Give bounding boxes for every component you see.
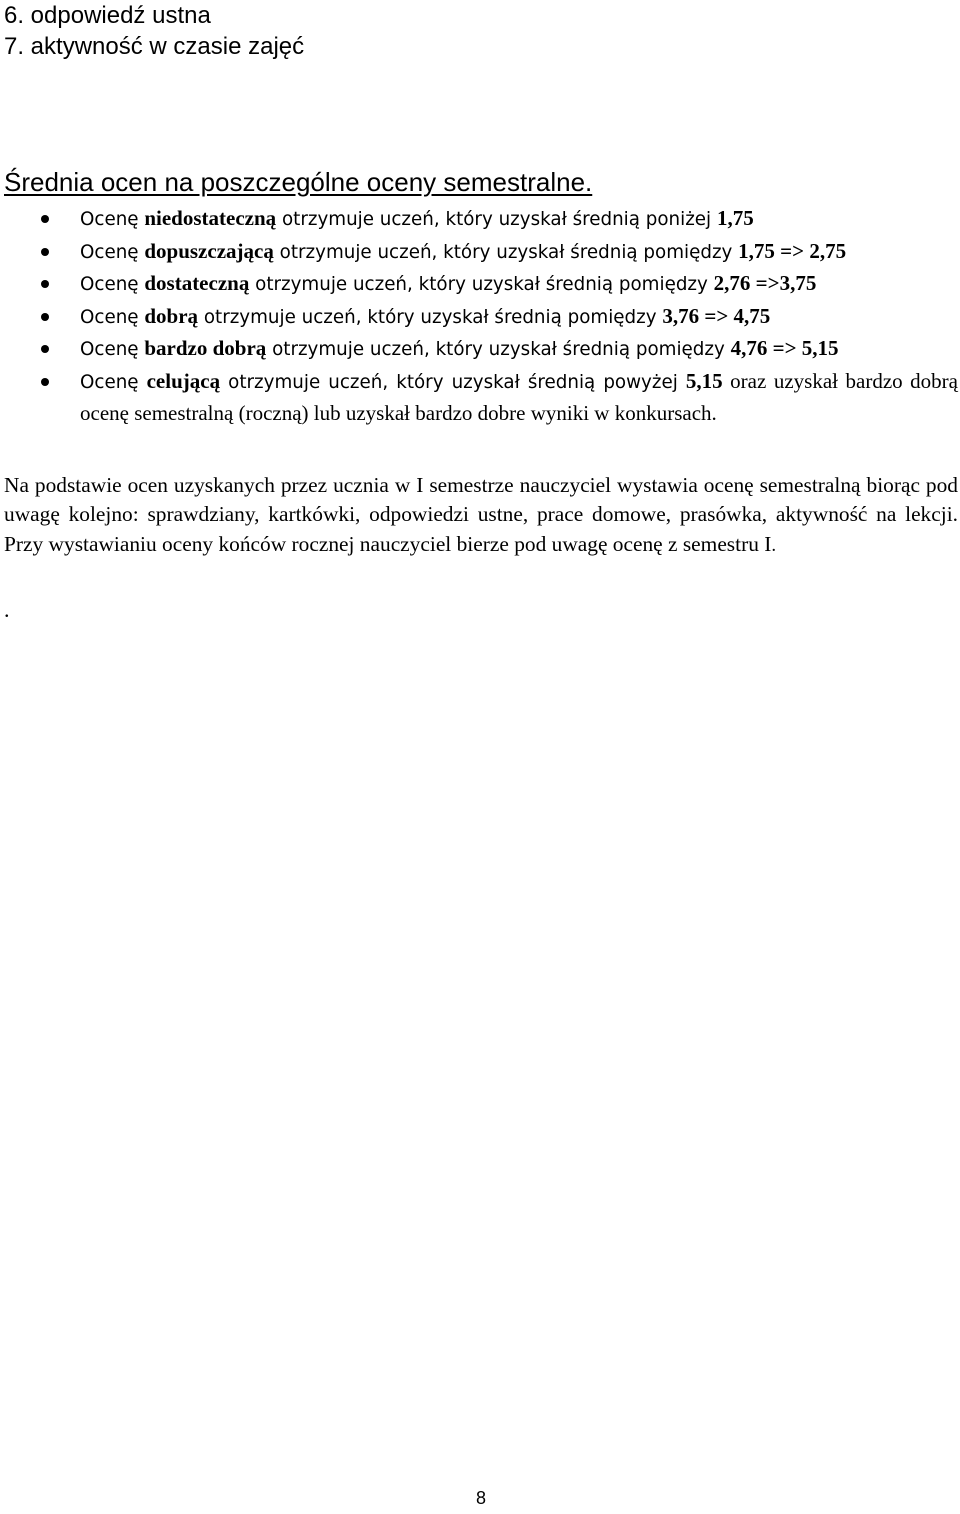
grade-thresholds-list <box>0 203 960 430</box>
grade-prefix: Ocenę <box>80 241 145 263</box>
grade-range: 3,76 => 4,75 <box>662 303 771 328</box>
semester-grade-paragraph <box>4 471 958 560</box>
grade-name: dobrą <box>144 303 199 328</box>
grade-range: 5,15 <box>685 368 723 393</box>
grade-condition: otrzymuje uczeń, który uzyskał średnią pomiędzy <box>249 274 714 295</box>
grade-range: 2,76 =>3,75 <box>713 271 817 295</box>
grade-range: 4,76 => 5,15 <box>730 336 839 360</box>
grade-prefix: Ocenę <box>80 339 145 360</box>
list-item-oral-answer: 6. odpowiedź ustna <box>4 2 211 29</box>
grade-item-celujaca <box>0 366 960 430</box>
page-number: 8 <box>476 1488 487 1508</box>
grade-item-dostateczna <box>0 268 960 301</box>
section-heading: Średnia ocen na poszczególne oceny semestralne. <box>4 167 593 197</box>
grade-condition: otrzymuje uczeń, który uzyskał średnią powyżej <box>220 371 686 393</box>
grade-prefix: Ocenę <box>80 209 145 230</box>
grade-prefix: Ocenę <box>80 274 145 295</box>
grade-name: celującą <box>146 368 221 393</box>
paragraph-end: . <box>771 534 777 556</box>
bullet-icon <box>41 378 49 386</box>
bullet-icon <box>41 280 49 288</box>
grade-range: 1,75 <box>716 206 754 230</box>
grade-name: dopuszczającą <box>144 238 274 263</box>
bullet-icon <box>41 345 49 353</box>
grade-prefix: Ocenę <box>80 306 145 328</box>
grade-prefix: Ocenę <box>80 371 147 393</box>
bullet-icon <box>41 248 49 256</box>
grade-item-dobra <box>0 301 960 334</box>
grade-condition: otrzymuje uczeń, który uzyskał średnią pomiędzy <box>198 306 663 328</box>
grade-item-bardzo-dobra <box>0 333 960 366</box>
grade-condition: otrzymuje uczeń, który uzyskał średnią pomiędzy <box>266 339 731 360</box>
grade-condition: otrzymuje uczeń, który uzyskał średnią pomiędzy <box>273 241 739 263</box>
grade-condition: otrzymuje uczeń, który uzyskał średnią poniżej <box>276 209 717 230</box>
grade-item-niedostateczna <box>0 203 960 236</box>
list-item-class-activity: 7. aktywność w czasie zajęć <box>4 33 305 60</box>
assessment-list <box>4 0 304 62</box>
grade-name: bardzo dobrą <box>144 336 267 360</box>
bullet-icon <box>41 215 49 223</box>
paragraph-text: Na podstawie ocen uzyskanych przez ucznia w I semestrze nauczyciel wystawia ocenę semestralną biorąc pod uwagę kolejno: sprawdziany, kartkówki, odpowiedzi ustne, prace domowe, prasówka, aktywność na lekcji. Przy wystawianiu oceny końców rocznej nauczyciel bierze pod uwagę ocenę z semestru I <box>4 473 958 556</box>
trailing-dot: . <box>4 597 10 622</box>
grade-extra-condition: oraz uzyskał bardzo dobrą ocenę semestralną (roczną) lub uzyskał bardzo dobre wyniki w konkursach. <box>80 368 958 425</box>
grade-item-dopuszczajaca <box>0 236 960 269</box>
bullet-icon <box>41 313 49 321</box>
grade-name: dostateczną <box>144 271 250 295</box>
grade-name: niedostateczną <box>144 206 277 230</box>
grade-range: 1,75 => 2,75 <box>738 238 847 263</box>
